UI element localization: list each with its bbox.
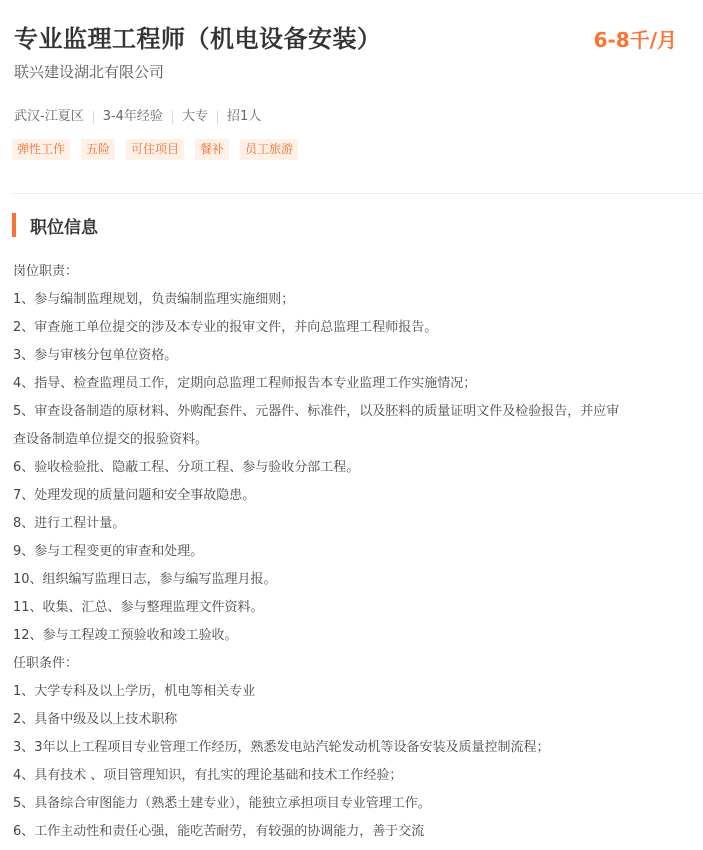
description-line: 7、处理发现的质量问题和安全事故隐患。 (13, 488, 256, 503)
benefit-tag: 可住项目 (126, 139, 184, 160)
description-line: 3、3年以上工程项目专业管理工作经历，熟悉发电站汽轮发动机等设备安装及质量控制流程； (13, 740, 550, 755)
description-line: 2、审查施工单位提交的涉及本专业的报审文件，并向总监理工程师报告。 (13, 320, 438, 335)
job-header (14, 22, 689, 82)
section-accent-bar (12, 213, 16, 237)
salary: 6-8千/月 (593, 28, 677, 52)
description-line: 3、参与审核分包单位资格。 (13, 348, 178, 363)
benefit-tag: 餐补 (195, 139, 229, 160)
description-line: 12、参与工程竣工预验收和竣工验收。 (13, 628, 238, 643)
description-line: 查设备制造单位提交的报验资料。 (13, 432, 209, 447)
description-line: 9、参与工程变更的审查和处理。 (13, 544, 204, 559)
benefit-tags (12, 139, 309, 160)
benefit-tag: 弹性工作 (12, 139, 70, 160)
description-line: 10、组织编写监理日志，参与编写监理月报。 (13, 572, 277, 587)
section-title: 职位信息 (30, 217, 98, 238)
description-line: 5、审查设备制造的原材料、外购配套件、元器件、标准件，以及胚料的质量证明文件及检验报告，并应审 (13, 404, 620, 419)
job-title: 专业监理工程师（机电设备安装） (14, 25, 382, 53)
description-line: 8、进行工程计量。 (13, 516, 126, 531)
job-meta (14, 107, 261, 127)
description-line: 4、具有技术 、项目管理知识，有扎实的理论基础和技术工作经验； (13, 768, 403, 783)
benefit-tag: 五险 (81, 139, 115, 160)
description-line: 任职条件： (13, 656, 79, 671)
job-headcount: 招1人 (226, 109, 262, 124)
job-description (13, 258, 683, 846)
job-education: 大专 (181, 109, 208, 124)
description-line: 2、具备中级及以上技术职称 (13, 712, 178, 727)
meta-separator (217, 111, 218, 124)
description-line: 6、工作主动性和责任心强，能吃苦耐劳，有较强的协调能力，善于交流 (13, 824, 425, 839)
meta-separator (172, 111, 173, 124)
job-location: 武汉-江夏区 (14, 109, 84, 124)
meta-separator (93, 111, 94, 124)
job-experience: 3-4年经验 (102, 109, 163, 124)
description-line: 岗位职责： (13, 264, 79, 279)
divider (12, 193, 703, 194)
company-name[interactable]: 联兴建设湖北有限公司 (14, 63, 165, 81)
section-header (12, 212, 98, 238)
description-line: 1、大学专科及以上学历，机电等相关专业 (13, 684, 256, 699)
description-line: 11、收集、汇总、参与整理监理文件资料。 (13, 600, 264, 615)
benefit-tag: 员工旅游 (240, 139, 298, 160)
description-line: 4、指导、检查监理员工作，定期向总监理工程师报告本专业监理工作实施情况； (13, 376, 477, 391)
description-line: 6、验收检验批、隐蔽工程、分项工程、参与验收分部工程。 (13, 460, 360, 475)
description-line: 5、具备综合审图能力（熟悉土建专业），能独立承担项目专业管理工作。 (13, 796, 431, 811)
description-line: 1、参与编制监理规划，负责编制监理实施细则； (13, 292, 295, 307)
